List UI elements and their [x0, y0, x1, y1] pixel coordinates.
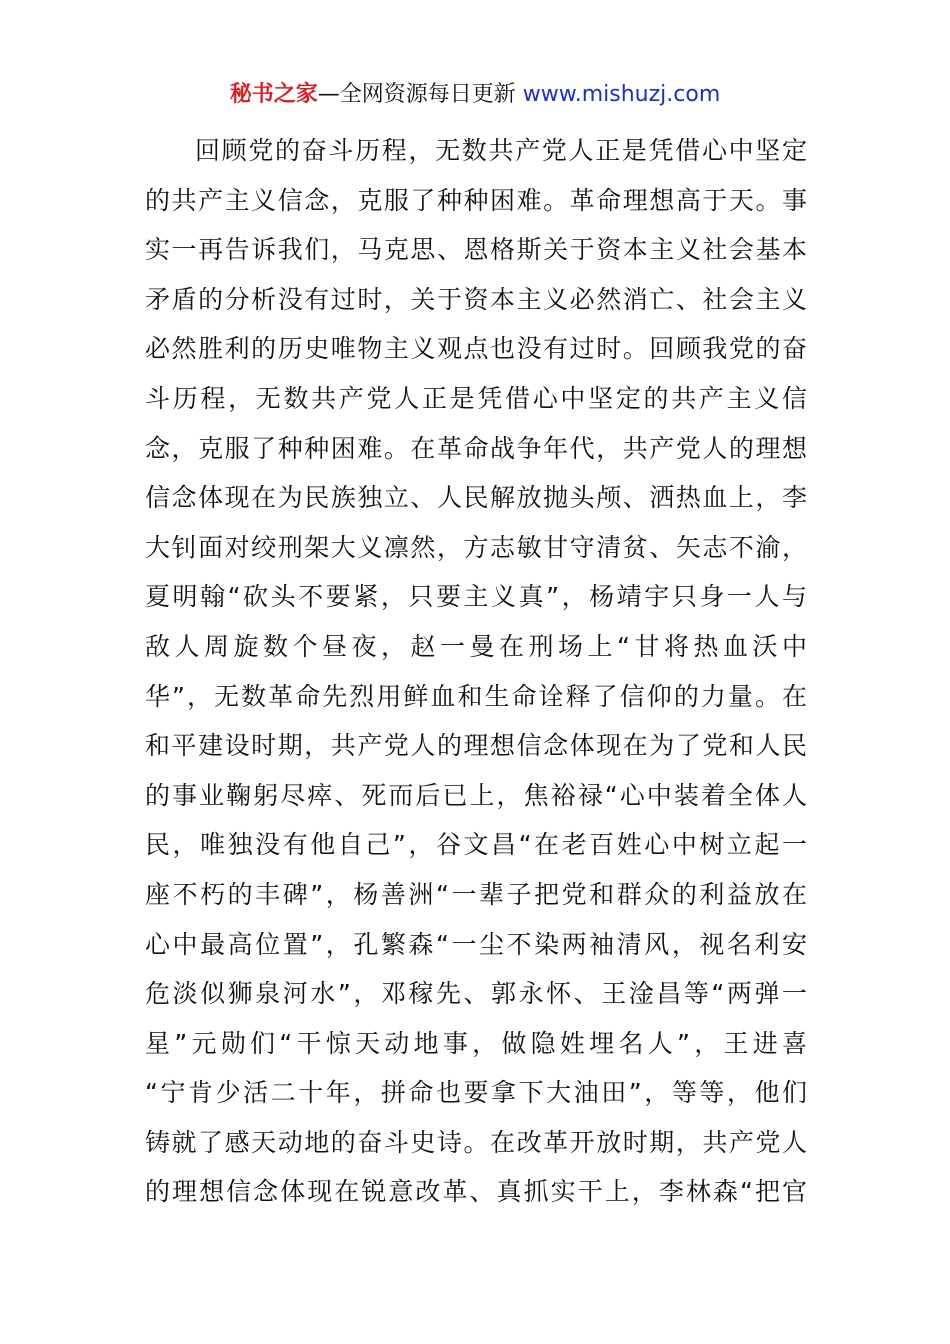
- document-body: [145, 126, 807, 1217]
- body-line: 的理想信念体现在锐意改革、真抓实干上，李林森“把官: [145, 1177, 807, 1207]
- body-line: 华”，无数革命先烈用鲜血和生命诠释了信仰的力量。在: [145, 681, 807, 711]
- body-line: 念，克服了种种困难。在革命战争年代，共产党人的理想: [145, 433, 807, 463]
- body-line: 心中最高位置”，孔繁森“一尘不染两袖清风，视名利安: [145, 929, 807, 959]
- body-line: 大钊面对绞刑架大义凛然，方志敏甘守清贫、矢志不渝，: [145, 532, 807, 562]
- body-line: 信念体现在为民族独立、人民解放抛头颅、洒热血上，李: [145, 483, 807, 513]
- site-brand: 秘书之家: [229, 82, 318, 107]
- body-line: 座不朽的丰碑”，杨善洲“一辈子把党和群众的利益放在: [145, 879, 807, 909]
- body-line: 实一再告诉我们，马克思、恩格斯关于资本主义社会基本: [145, 235, 807, 265]
- body-line: 的共产主义信念，克服了种种困难。革命理想高于天。事: [145, 185, 807, 215]
- site-tagline: —全网资源每日更新: [317, 82, 523, 107]
- body-line: “宁肯少活二十年，拼命也要拿下大油田”，等等，他们: [145, 1078, 807, 1108]
- site-url-link[interactable]: www.mishuzj.com: [522, 82, 721, 107]
- body-line: 民，唯独没有他自己”，谷文昌“在老百姓心中树立起一: [145, 830, 807, 860]
- body-line: 的事业鞠躬尽瘁、死而后已上，焦裕禄“心中装着全体人: [145, 780, 807, 810]
- body-line: 矛盾的分析没有过时，关于资本主义必然消亡、社会主义: [145, 284, 807, 314]
- body-line: 和平建设时期，共产党人的理想信念体现在为了党和人民: [145, 731, 807, 761]
- body-line: 星”元勋们“干惊天动地事，做隐姓埋名人”，王进喜: [145, 1028, 807, 1058]
- body-line: 必然胜利的历史唯物主义观点也没有过时。回顾我党的奋: [145, 334, 807, 364]
- site-header: [0, 80, 950, 110]
- body-line: 回顾党的奋斗历程，无数共产党人正是凭借心中坚定: [195, 136, 807, 165]
- body-line: 夏明翰“砍头不要紧，只要主义真”，杨靖宇只身一人与: [145, 582, 807, 612]
- body-line: 敌人周旋数个昼夜，赵一曼在刑场上“甘将热血沃中: [145, 631, 807, 661]
- body-line: 铸就了感天动地的奋斗史诗。在改革开放时期，共产党人: [145, 1127, 807, 1157]
- body-line: 斗历程，无数共产党人正是凭借心中坚定的共产主义信: [145, 383, 807, 413]
- body-line: 危淡似狮泉河水”，邓稼先、郭永怀、王淦昌等“两弹一: [145, 979, 807, 1009]
